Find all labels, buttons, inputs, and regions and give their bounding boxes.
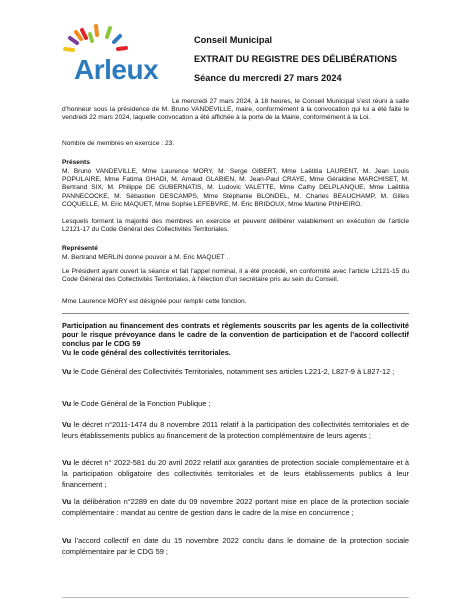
vu-text: le décret n° 2022-581 du 20 avril 2022 relatif aux garanties de protection sociale complémentaire et à la participation obligatoire des collectivités territoriales et de leurs établissements publics à leur financement ; (62, 458, 409, 489)
vu-label: Vu (62, 367, 72, 376)
presents-title: Présents (62, 159, 90, 166)
section-divider (62, 313, 409, 314)
vu-item (62, 366, 409, 377)
vu-item (62, 496, 409, 518)
vu-label: Vu (62, 458, 72, 467)
document-header (194, 35, 434, 84)
quorum-text: Lesquels forment la majorité des membres en exercice et peuvent délibérer valablement en exécution de l’article L2121-17 du Code Général des Collectivités Territoriales. (62, 218, 409, 234)
vu-item (62, 398, 409, 409)
vu-text: le Code Général de la Fonction Publique ; (71, 399, 211, 408)
vu-item (62, 535, 409, 557)
vu-label: Vu (62, 399, 72, 408)
represente-text: M. Bertrand MERLIN donne pouvoir à M. Eric MAQUET . (62, 254, 229, 261)
appel-paragraph: Le Président ayant ouvert la séance et fait l’appel nominal, il a été procédé, en conformité avec l’article L2121-15 du Code Général des Collectivités Territoriales, à l’élection d’un secrétaire pris au sein du Conseil. (62, 268, 409, 284)
vu-text: le décret n°2011-1474 du 8 novembre 2011 relatif à la participation des collectivités territoriales et de leurs établissements publics au financement de la protection complémentaire de leurs agents ; (62, 420, 409, 440)
vu-item (62, 457, 409, 490)
page-bottom-rule (62, 597, 409, 598)
represente-title: Représenté (62, 245, 98, 252)
vu-text: le Code Général des Collectivités Territoriales, notamment ses articles L221-2, L827-9 à L827-12 ; (71, 367, 395, 376)
presents-list: M. Bruno VANDEVILLE, Mme Laurence MORY, M. Serge GIBERT, Mme Laëtitia LAURENT, M. Jean Louis POPULAIRE, Mme Fatima GHADI, M. Arnaud GLABIEN, M. Jean-Paul CRAYE, Mme Géraldine MARCHISET, M. Bertrand SIX, M. Philippe DE GUBERNATIS, M. Ludovic VALETTE, Mme Cathy DELPLANQUE, Mme Laëtitia PANNECOCKE, M. Sébastien DESCAMPS, Mme Stéphanie BLONDEL, M. Charles BEAUCHAMP, M. Gilles COQUELLE, M. Eric MAQUET, Mme Sophie LEFEBVRE, M. Eric BRIDOUX, Mme Martine PINHEIRO. (62, 168, 409, 208)
vu-label: Vu (62, 497, 72, 506)
vu-text: la délibération n°2289 en date du 09 novembre 2022 portant mise en place de la protection sociale complémentaire : mandat au centre de gestion dans le cadre de la mise en concurrence ; (62, 497, 409, 517)
vu-item (62, 419, 409, 441)
header-council: Conseil Municipal (194, 35, 273, 45)
secretaire-text: Mme Laurence MORY est désignée pour remplir cette fonction. (62, 298, 247, 305)
vu-text: l’accord collectif en date du 15 novembre 2022 conclu dans le domaine de la protection sociale complémentaire par le CDG 59 ; (62, 536, 409, 556)
intro-paragraph: Le mercredi 27 mars 2024, à 18 heures, le Conseil Municipal s’est réuni à salle d’honneur sous la présidence de M. Bruno VANDEVILLE, maire, conformément à la convocation qui lui a été faite le vendredi 22 mars 2024, laquelle convocation a été affichée à la porte de la Mairie, conformément à la Loi. (62, 98, 409, 122)
deliberation-title: Participation au financement des contrats et règlements souscrits par les agents de la collectivité pour le risque prévoyance dans le cadre de la convention de participation et de l’accord collectif conclus par le CDG 59 (62, 321, 409, 348)
members-count: Nombre de membres en exercice : 23. (62, 140, 175, 147)
vu-label: Vu (62, 420, 72, 429)
arleux-logo (62, 24, 177, 99)
vu-label: Vu (62, 536, 72, 545)
deliberation-subtitle: Vu le code général des collectivités territoriales. (62, 348, 231, 357)
header-register: EXTRAIT DU REGISTRE DES DÉLIBÉRATIONS (194, 54, 397, 64)
header-session: Séance du mercredi 27 mars 2024 (194, 73, 342, 83)
logo-wordmark: Arleux (74, 54, 159, 85)
